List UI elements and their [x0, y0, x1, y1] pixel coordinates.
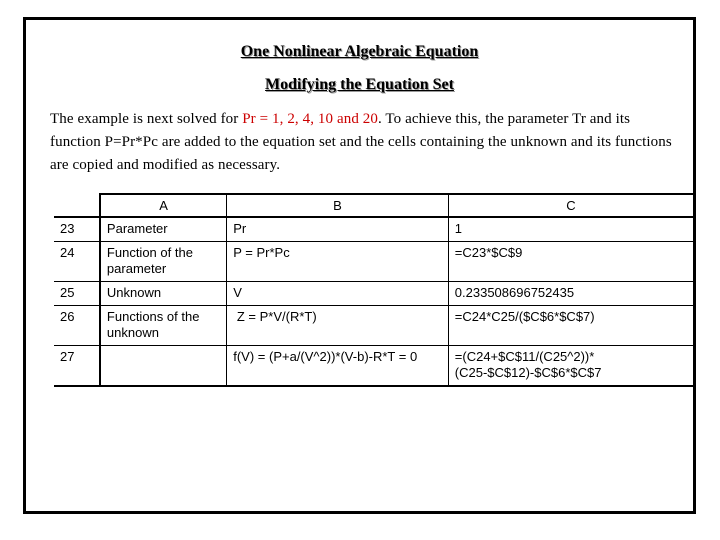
cell-b[interactable]: Z = P*V/(R*T) — [227, 306, 449, 346]
row-number[interactable]: 25 — [54, 282, 100, 306]
corner-cell — [54, 194, 100, 217]
body-text-highlight: Pr = 1, 2, 4, 10 and 20 — [242, 111, 378, 127]
table-row — [54, 306, 694, 346]
row-number[interactable]: 23 — [54, 217, 100, 242]
body-text-part1: The example is next solved for — [50, 111, 243, 127]
cell-c[interactable]: =(C24+$C$11/(C25^2))*(C25-$C$12)-$C$6*$C$7 — [448, 346, 694, 387]
table-row — [54, 217, 694, 242]
row-number[interactable]: 26 — [54, 306, 100, 346]
row-number[interactable]: 27 — [54, 346, 100, 387]
cell-a[interactable]: Functions of the unknown — [100, 306, 227, 346]
column-header-b[interactable]: B — [227, 194, 449, 217]
cell-b[interactable]: V — [227, 282, 449, 306]
cell-b[interactable]: P = Pr*Pc — [227, 242, 449, 282]
column-header-row — [54, 194, 694, 217]
table-row — [54, 346, 694, 387]
cell-c[interactable]: 1 — [448, 217, 694, 242]
cell-b[interactable]: f(V) = (P+a/(V^2))*(V-b)-R*T = 0 — [227, 346, 449, 387]
table-row — [54, 242, 694, 282]
spreadsheet-table — [54, 193, 695, 387]
cell-c[interactable]: =C23*$C$9 — [448, 242, 694, 282]
cell-a[interactable] — [100, 346, 227, 387]
cell-a[interactable]: Parameter — [100, 217, 227, 242]
cell-b[interactable]: Pr — [227, 217, 449, 242]
row-number[interactable]: 24 — [54, 242, 100, 282]
body-text-part2: . To achieve this, the parameter Tr and its function P=Pr*Pc are added to the equation set and the cells containing the unknown and its functions are copied and modified as necessary. — [50, 111, 672, 173]
cell-c[interactable]: =C24*C25/($C$6*$C$7) — [448, 306, 694, 346]
table-row — [54, 282, 694, 306]
cell-a[interactable]: Function of the parameter — [100, 242, 227, 282]
cell-c[interactable]: 0.233508696752435 — [448, 282, 694, 306]
slide-body-text — [50, 108, 680, 177]
cell-a[interactable]: Unknown — [100, 282, 227, 306]
slide-frame — [23, 17, 696, 514]
column-header-c[interactable]: C — [448, 194, 694, 217]
column-header-a[interactable]: A — [100, 194, 227, 217]
slide-title: One Nonlinear Algebraic Equation — [240, 43, 479, 60]
slide-subtitle: Modifying the Equation Set — [265, 76, 454, 93]
